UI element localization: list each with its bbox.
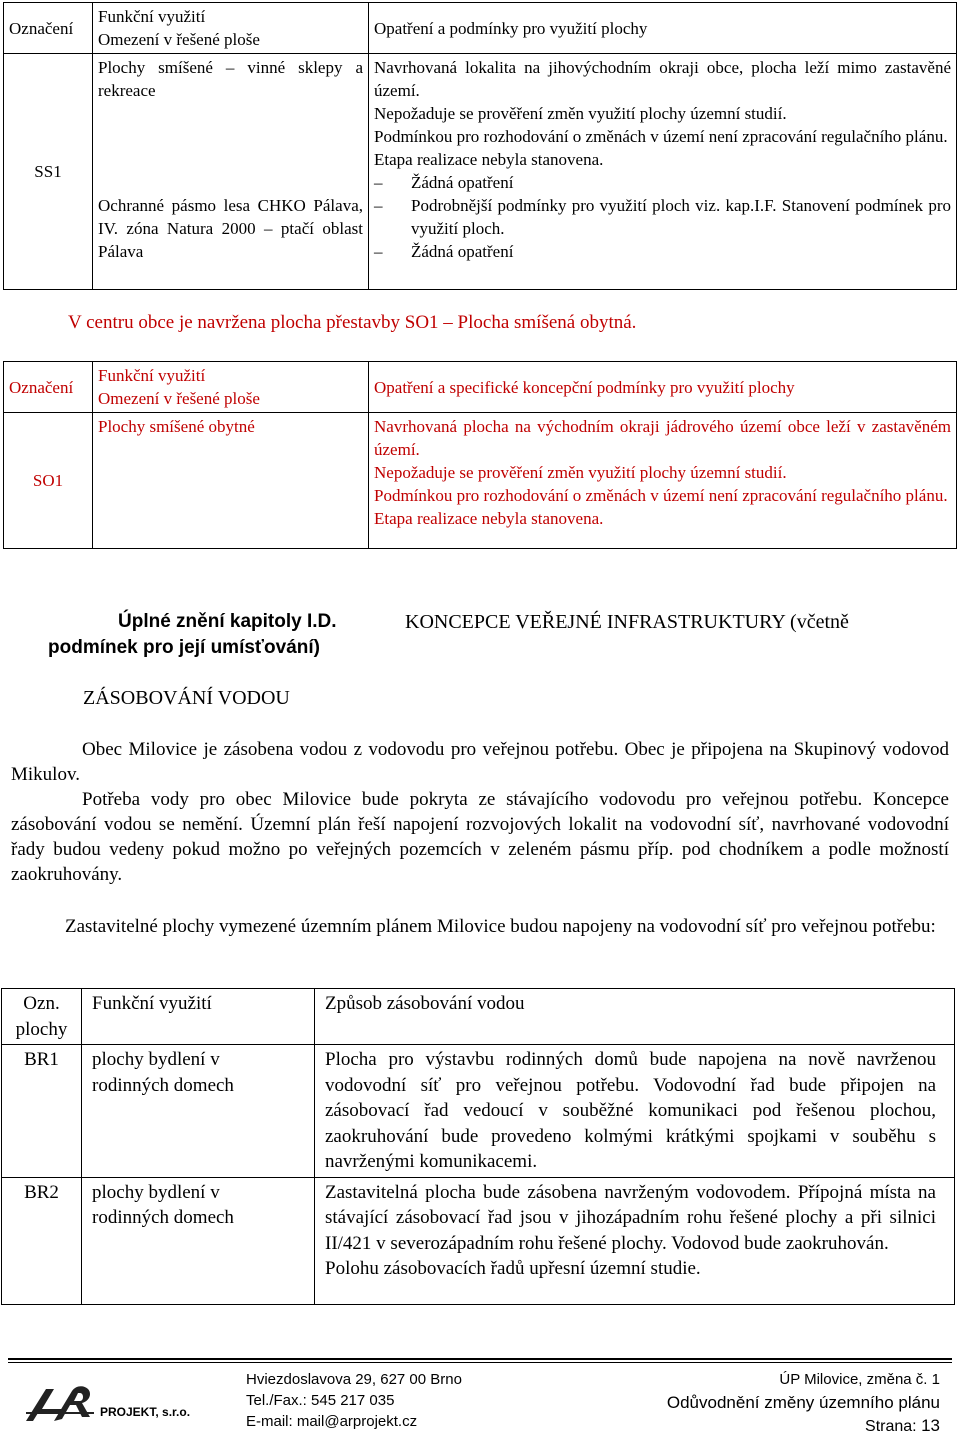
code-cell: SS1 (4, 54, 93, 290)
doc-subtitle: Odůvodnění změny územního plánu (666, 1393, 940, 1412)
footer-rule-thin (8, 1362, 952, 1363)
para-3: Zastavitelné plochy vymezené územním plánem Milovice budou napojeny na vodovodní síť pro veřejnou potřebu: (65, 916, 936, 937)
conditions-cell: Navrhovaná lokalita na jihovýchodním okraji obce, plocha leží mimo zastavěné území. Nepožaduje se prověření změn využití plochy územní studií. Podmínkou pro rozhodování o změnách v území není zpracování regulačního plánu. Etapa realizace nebyla stanovena. – Žádná opatření – Podrobnější podmínky pro využití ploch viz. kap.I.F. Stanovení podmínek pro využití ploch. – Žádná opatření (369, 54, 957, 290)
section-heading-rest: KONCEPCE VEŘEJNÉ INFRASTRUKTURY (včetně (405, 611, 849, 633)
water-header-zpusob: Způsob zásobování vodou (315, 989, 955, 1045)
bullet-3: – Žádná opatření (374, 242, 514, 261)
bullet-1: – Žádná opatření (374, 173, 514, 192)
footer-doc-info (667, 1368, 940, 1438)
table-so1 (3, 361, 957, 549)
so1-header-oznaceni: Označení (4, 362, 93, 413)
water-header-func: Funkční využití (82, 989, 315, 1045)
water-row-func: plochy bydlení v rodinných domech (82, 1177, 315, 1304)
water-row-code: BR1 (2, 1045, 82, 1178)
company-logo (24, 1383, 204, 1423)
so1-func-cell: Plochy smíšené obytné (93, 413, 369, 549)
section-heading-line2-bold: podmínek pro její umísťování) (48, 637, 320, 658)
subheading-water: ZÁSOBOVÁNÍ VODOU (83, 687, 290, 709)
para-2: Potřeba vody pro obec Milovice bude pokryta ze stávajícího vodovodu pro veřejnou potřebu. Koncepce zásobování vodou se nemění. Územní plán řeší napojení rozvojových lokalit na vodovodní síť, navrhované vodovodní řady budou vedeny pokud možno po veřejných pozemcích v zeleném pásmu příp. pod chodníkem a podle možností zaokruhovány. (11, 789, 949, 885)
table-ss1 (3, 2, 957, 290)
water-row-code: BR2 (2, 1177, 82, 1304)
header-oznaceni: Označení (4, 3, 93, 54)
doc-title: ÚP Milovice, změna č. 1 (779, 1371, 940, 1388)
bullet-2: – Podrobnější podmínky pro využití ploch viz. kap.I.F. Stanovení podmínek pro využití ploch. (374, 196, 951, 238)
so1-code-cell: SO1 (4, 413, 93, 549)
func-cell (93, 54, 369, 290)
centre-note: V centru obce je navržena plocha přestavby SO1 – Plocha smíšená obytná. (68, 312, 637, 333)
footer-address: Hviezdoslavova 29, 627 00 Brno Tel./Fax.: 545 217 035 E-mail: mail@arprojekt.cz (246, 1371, 462, 1430)
so1-conditions-cell: Navrhovaná plocha na východním okraji jádrového území obce leží v zastavěném území. Nepožaduje se prověření změn využití plochy územní studií. Podmínkou pro rozhodování o změnách v území není zpracování regulačního plánu. Etapa realizace nebyla stanovena. (369, 413, 957, 549)
water-row-func: plochy bydlení v rodinných domech (82, 1045, 315, 1178)
limits-text: Ochranné pásmo lesa CHKO Pálava, IV. zóna Natura 2000 – ptačí oblast Pálava (98, 196, 363, 261)
table-water (1, 988, 955, 1305)
footer-rule (8, 1358, 952, 1360)
so1-header-funkcni: Funkční využití Omezení v řešené ploše (93, 362, 369, 413)
header-opatreni: Opatření a podmínky pro využití plochy (369, 3, 957, 54)
water-row-text: Zastavitelná plocha bude zásobena navrženým vodovodem. Přípojná místa na stávající zásobovací řad jsou v jihozápadním rohu řešené plochy a při silnici II/421 v severozápadním rohu řešené plochy. Vodovod bude zaokruhován. Polohu zásobovacích řadů upřesní územní studie. (315, 1177, 955, 1304)
water-row-text: Plocha pro výstavbu rodinných domů bude napojena na nově navrženou vodovodní síť pro veřejnou potřebu. Vodovodní řad bude připojen na zásobovací řad vedoucí v souběžné komunikaci pod řešenou plochou, zaokruhování bude provedeno kolmými krátkými spojkami v souběhu s navrženými komunikacemi. (315, 1045, 955, 1178)
header-funkcni: Funkční využití Omezení v řešené ploše (93, 3, 369, 54)
func-text: Plochy smíšené – vinné sklepy a rekreace (98, 58, 363, 100)
para-1: Obec Milovice je zásobena vodou z vodovodu pro veřejnou potřebu. Obec je připojena na Skupinový vodovod Mikulov. (11, 739, 949, 785)
company-name: PROJEKT, s.r.o. (100, 1405, 191, 1419)
so1-header-opatreni: Opatření a specifické koncepční podmínky pro využití plochy (369, 362, 957, 413)
page-number: Strana: 13 (865, 1416, 940, 1435)
water-header-ozn: Ozn. plochy (2, 989, 82, 1045)
section-heading-line1-bold: Úplné znění kapitoly I.D. (118, 611, 337, 632)
